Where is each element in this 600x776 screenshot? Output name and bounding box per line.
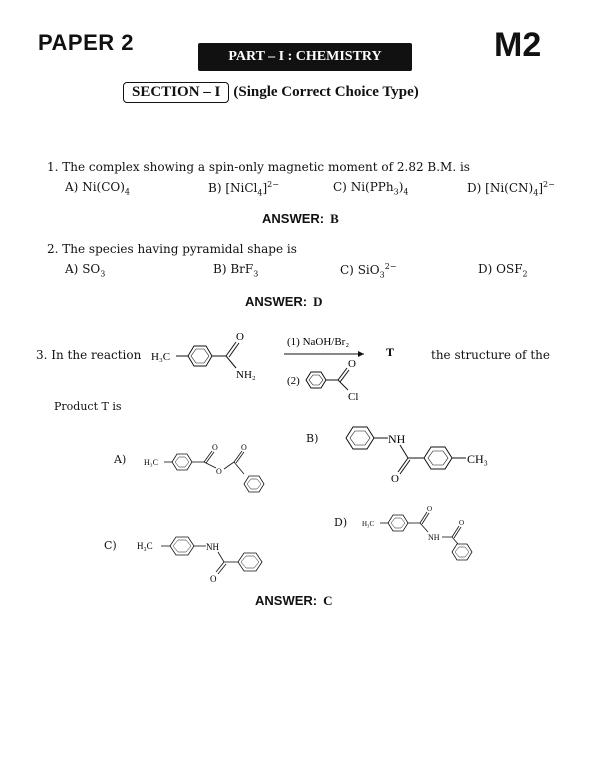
question-1-text: 1. The complex showing a spin-only magnetic moment of 2.82 B.M. is <box>47 160 470 174</box>
section-heading <box>123 82 419 103</box>
q1-option-b: B) [NiCl$_4$]$^{2-}$ <box>208 180 279 198</box>
q1-option-c: C) $Ni(PPh_3)_4$ <box>333 180 409 197</box>
svg-text:NH: NH <box>428 533 440 542</box>
q1-option-a: A) $Ni(CO)_4$ <box>65 180 131 197</box>
q3-option-b-structure <box>336 418 506 488</box>
q3-answer: ANSWER: C <box>255 593 333 608</box>
question-3-lead: 3. In the reaction <box>36 348 142 362</box>
acyl-cl: Cl <box>348 391 359 403</box>
svg-text:H₃C: H₃C <box>137 541 153 551</box>
q3-option-a-structure <box>140 438 280 506</box>
svg-text:O: O <box>241 443 247 452</box>
svg-text:O: O <box>216 467 222 476</box>
reagent-2-label: (2) <box>287 375 300 387</box>
q3-option-c-structure <box>134 528 284 584</box>
part-banner: PART – I : CHEMISTRY <box>198 43 412 71</box>
product-t: T <box>386 345 395 359</box>
q2-option-d: D) $OSF_2$ <box>478 262 528 279</box>
q3-option-d-structure <box>360 500 500 566</box>
reactant-carbonyl-o: O <box>236 331 244 343</box>
svg-text:O: O <box>427 505 433 513</box>
svg-text:O: O <box>212 443 218 452</box>
section-type: (Single Correct Choice Type) <box>233 84 419 100</box>
q2-option-c: C) SiO$_3^{2-}$ <box>340 262 397 280</box>
svg-text:NH: NH <box>388 432 406 446</box>
q1-option-d: D) $[Ni(CN)_4]^{2-}$ <box>467 180 555 198</box>
question-3-tail: the structure of the <box>431 348 550 362</box>
q2-option-b: B) BrF$_3$ <box>213 262 259 279</box>
svg-text:CH₃: CH₃ <box>467 452 488 466</box>
svg-text:O: O <box>459 519 465 527</box>
q3-option-c-label: C) <box>104 539 117 552</box>
acyl-o: O <box>348 358 356 370</box>
question-3-line2: Product T is <box>54 400 122 413</box>
svg-text:O: O <box>210 574 217 584</box>
svg-text:NH: NH <box>206 542 219 552</box>
section-label: SECTION – I <box>123 82 229 103</box>
q3-option-b-label: B) <box>306 432 319 445</box>
q1-answer: ANSWER: B <box>262 211 339 226</box>
reactant-nh2: NH₂ <box>236 369 256 381</box>
svg-text:H₃C: H₃C <box>362 520 375 528</box>
q2-answer: ANSWER: D <box>245 294 323 309</box>
reactant-ch3: H₃C <box>151 351 171 363</box>
reagent-1: (1) NaOH/Br₂ <box>287 336 350 348</box>
question-2-text: 2. The species having pyramidal shape is <box>47 242 297 256</box>
q3-option-a-label: A) <box>114 453 127 466</box>
paper-code: M2 <box>494 26 542 64</box>
q2-option-a: A) $SO_3$ <box>65 262 106 279</box>
paper-title: PAPER 2 <box>38 30 135 55</box>
svg-text:H₃C: H₃C <box>144 458 158 467</box>
svg-text:O: O <box>391 473 399 485</box>
q3-option-d-label: D) <box>334 516 348 529</box>
q3-reaction-scheme <box>150 328 410 408</box>
